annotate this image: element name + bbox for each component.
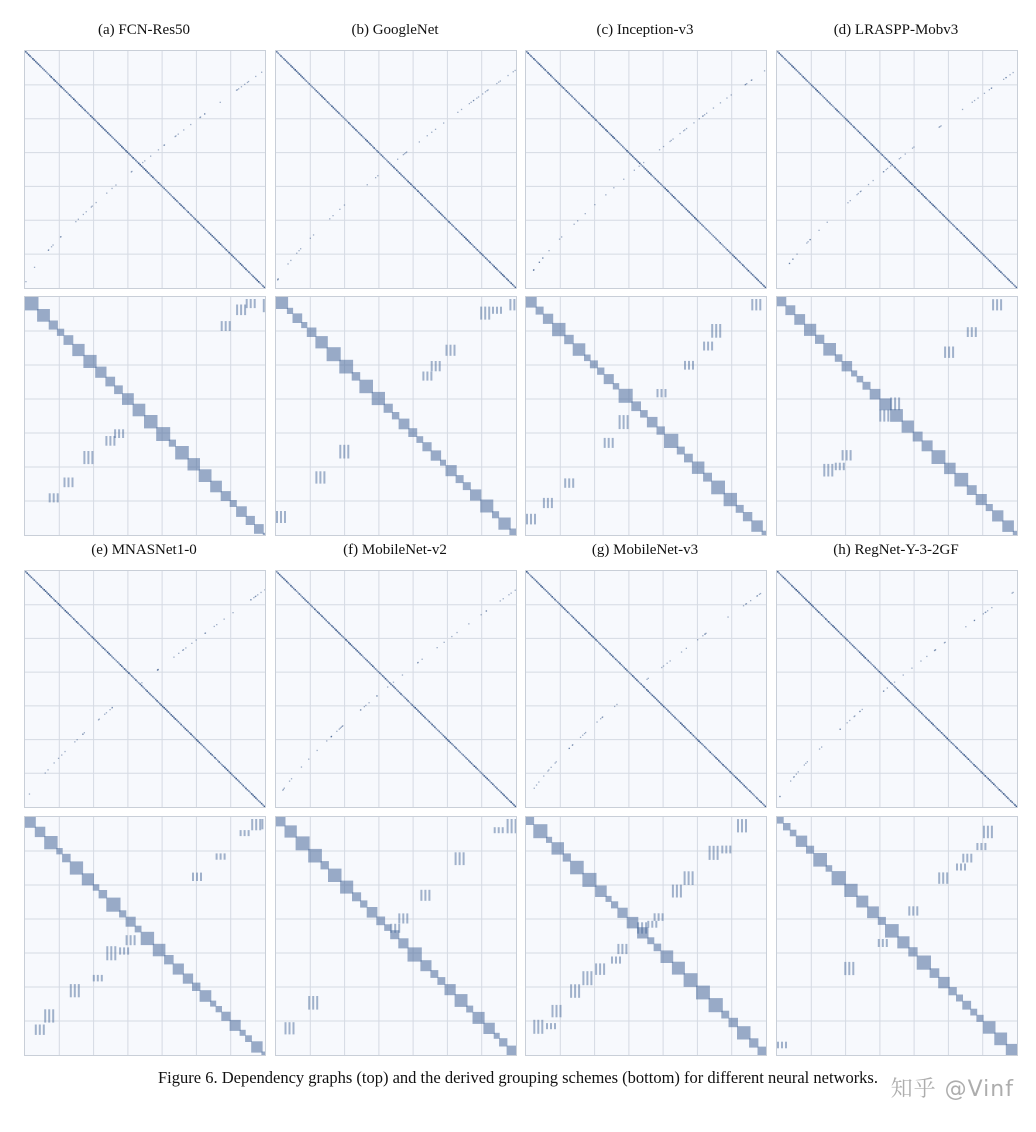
dependency-graph-g <box>525 570 767 808</box>
dependency-graph-h-svg <box>777 571 1017 807</box>
dependency-graph-f <box>275 570 517 808</box>
dependency-graph-g-svg <box>526 571 766 807</box>
grouping-scheme-e-svg <box>25 817 265 1055</box>
dependency-graph-a <box>24 50 266 289</box>
grouping-scheme-f <box>275 816 517 1056</box>
panel-title-a: (a) FCN-Res50 <box>97 22 191 38</box>
panel-title-f: (f) MobileNet-v2 <box>343 542 447 558</box>
grouping-scheme-g <box>525 816 767 1056</box>
grouping-scheme-a <box>24 296 266 536</box>
dependency-graph-c-svg <box>526 51 766 288</box>
panel-title-c: (c) Inception-v3 <box>596 22 694 38</box>
figure-caption: Figure 6. Dependency graphs (top) and the derived grouping schemes (bottom) for different neural networks. <box>158 1068 878 1087</box>
grouping-scheme-a-svg <box>25 297 265 535</box>
grouping-scheme-d-svg <box>777 297 1017 535</box>
dependency-graph-d <box>776 50 1018 289</box>
panel-title-g: (g) MobileNet-v3 <box>591 542 699 558</box>
grouping-scheme-c <box>525 296 767 536</box>
grouping-scheme-e <box>24 816 266 1056</box>
grouping-scheme-b-svg <box>276 297 516 535</box>
watermark: 知乎 @Vinf <box>890 1077 1014 1102</box>
grouping-scheme-f-svg <box>276 817 516 1055</box>
panel-title-d: (d) LRASPP-Mobv3 <box>833 22 959 38</box>
grouping-scheme-h <box>776 816 1018 1056</box>
grouping-scheme-h-svg <box>777 817 1017 1055</box>
dependency-graph-b <box>275 50 517 289</box>
dependency-graph-e-svg <box>25 571 265 807</box>
panel-title-e: (e) MNASNet1-0 <box>91 542 197 558</box>
grouping-scheme-d <box>776 296 1018 536</box>
dependency-graph-c <box>525 50 767 289</box>
dependency-graph-e <box>24 570 266 808</box>
grouping-scheme-b <box>275 296 517 536</box>
panel-title-b: (b) GoogleNet <box>351 22 439 38</box>
dependency-graph-h <box>776 570 1018 808</box>
grouping-scheme-g-svg <box>526 817 766 1055</box>
dependency-graph-f-svg <box>276 571 516 807</box>
dependency-graph-a-svg <box>25 51 265 288</box>
grouping-scheme-c-svg <box>526 297 766 535</box>
panel-title-h: (h) RegNet-Y-3-2GF <box>833 542 959 558</box>
dependency-graph-d-svg <box>777 51 1017 288</box>
dependency-graph-b-svg <box>276 51 516 288</box>
